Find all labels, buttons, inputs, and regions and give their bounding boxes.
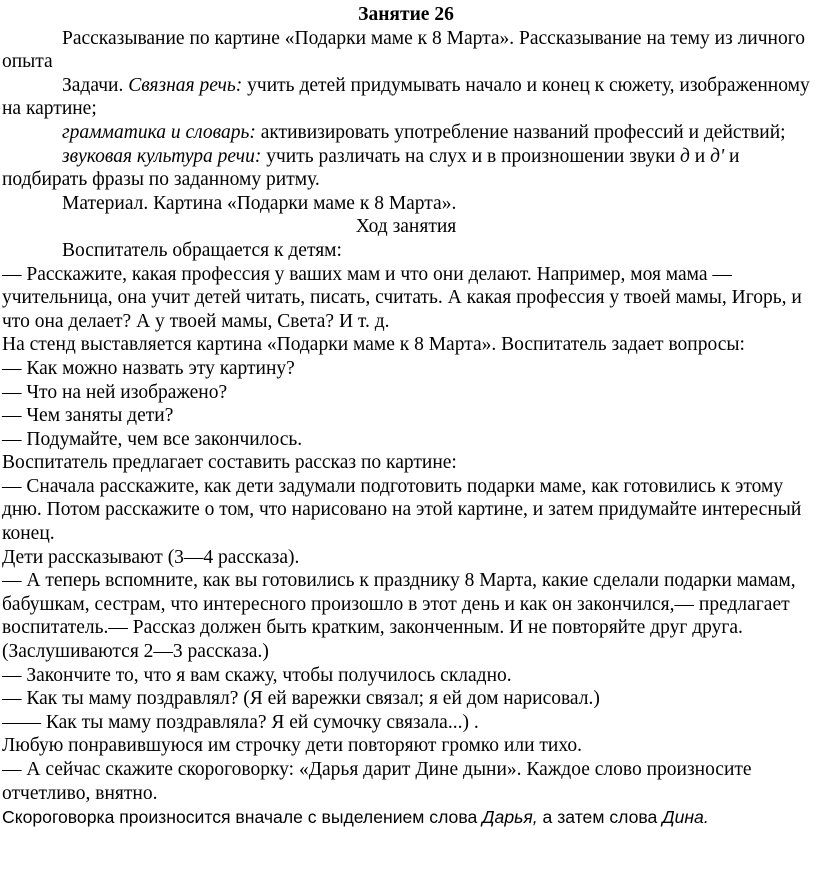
- course-heading: Ход занятия: [355, 216, 457, 238]
- lesson-topic: Рассказывание по картине «Подарки маме к 8 Марта». Рассказывание на тему из личного опыта: [2, 27, 805, 73]
- sound-d: д: [680, 145, 690, 167]
- final-word-darya: Дарья,: [482, 807, 538, 828]
- sound-d-soft: д': [710, 145, 725, 167]
- body-line: — Расскажите, какая профессия у ваших мам и что они делают. Например, моя мама — учительница, она учит детей читать, писать, считать. А какая профессия у твоей мамы, Игорь, и что она делает? А у твоей мамы, Света? И т. д.: [2, 263, 802, 332]
- body-line: — А сейчас скажите скороговорку: «Дарья дарит Дине дыни». Каждое слово произносите отчетливо, внятно.: [2, 759, 752, 804]
- task-heading: Связная речь:: [128, 74, 243, 96]
- body-line: —— Как ты маму поздравляла? Я ей сумочку связала...) .: [2, 711, 479, 733]
- tasks-label: Задачи.: [62, 74, 124, 96]
- task-tail: и подбирать фразы по заданному ритму.: [2, 145, 740, 191]
- body-line: — Сначала расскажите, как дети задумали подготовить подарки маме, как готовились к этому дню. Потом расскажите о том, что нарисовано на этой картине, и затем придумайте интересный конец.: [2, 475, 802, 545]
- task-text: учить детей придумывать начало и конец к сюжету, изображенному на картине;: [2, 74, 810, 120]
- task-text: активизировать употребление названий профессий и действий;: [255, 121, 786, 143]
- task-heading: грамматика и словарь:: [62, 121, 256, 143]
- material: Материал. Картина «Подарки маме к 8 Марта».: [62, 192, 457, 214]
- task-heading: звуковая культура речи:: [62, 145, 262, 167]
- question-line: — Как можно назвать эту картину?: [2, 357, 295, 379]
- lesson-title: Занятие 26: [358, 4, 454, 25]
- body-line: Воспитатель обращается к детям:: [62, 239, 342, 261]
- body-line: Любую понравившуюся им строчку дети повторяют громко или тихо.: [2, 735, 582, 757]
- final-text: Скороговорка произносится вначале с выделением слова: [2, 807, 483, 828]
- final-word-dina: Дина.: [662, 807, 709, 828]
- final-text: а затем слова: [537, 807, 663, 828]
- body-line: — Как ты маму поздравлял? (Я ей варежки связал; я ей дом нарисовал.): [2, 688, 600, 710]
- task-sound: [2, 145, 810, 192]
- body-line: Дети рассказывают (3—4 рассказа).: [2, 546, 300, 568]
- question-line: — Подумайте, чем все закончилось.: [2, 428, 303, 450]
- body-line: — Закончите то, что я вам скажу, чтобы получилось складно.: [2, 664, 512, 686]
- sound-separator: и: [689, 145, 711, 167]
- body-line: — А теперь вспомните, как вы готовились к празднику 8 Марта, какие сделали подарки мамам, бабушкам, сестрам, что интересного произошло в этот день и как он закончился,— предлагает воспитатель.— Рассказ должен быть кратким, законченным. И не повторяйте друг друга. (Заслушиваются 2—3 рассказа.): [2, 570, 796, 663]
- question-line: — Чем заняты дети?: [2, 405, 174, 427]
- question-line: — Что на ней изображено?: [2, 381, 228, 403]
- task-speech: [2, 74, 810, 121]
- body-line: Воспитатель предлагает составить рассказ по картине:: [2, 452, 457, 474]
- body-line: На стенд выставляется картина «Подарки маме к 8 Марта». Воспитатель задает вопросы:: [2, 334, 745, 356]
- task-grammar: [2, 121, 810, 145]
- task-text: учить различать на слух и в произношении звуки: [261, 145, 681, 167]
- final-line: [2, 805, 810, 829]
